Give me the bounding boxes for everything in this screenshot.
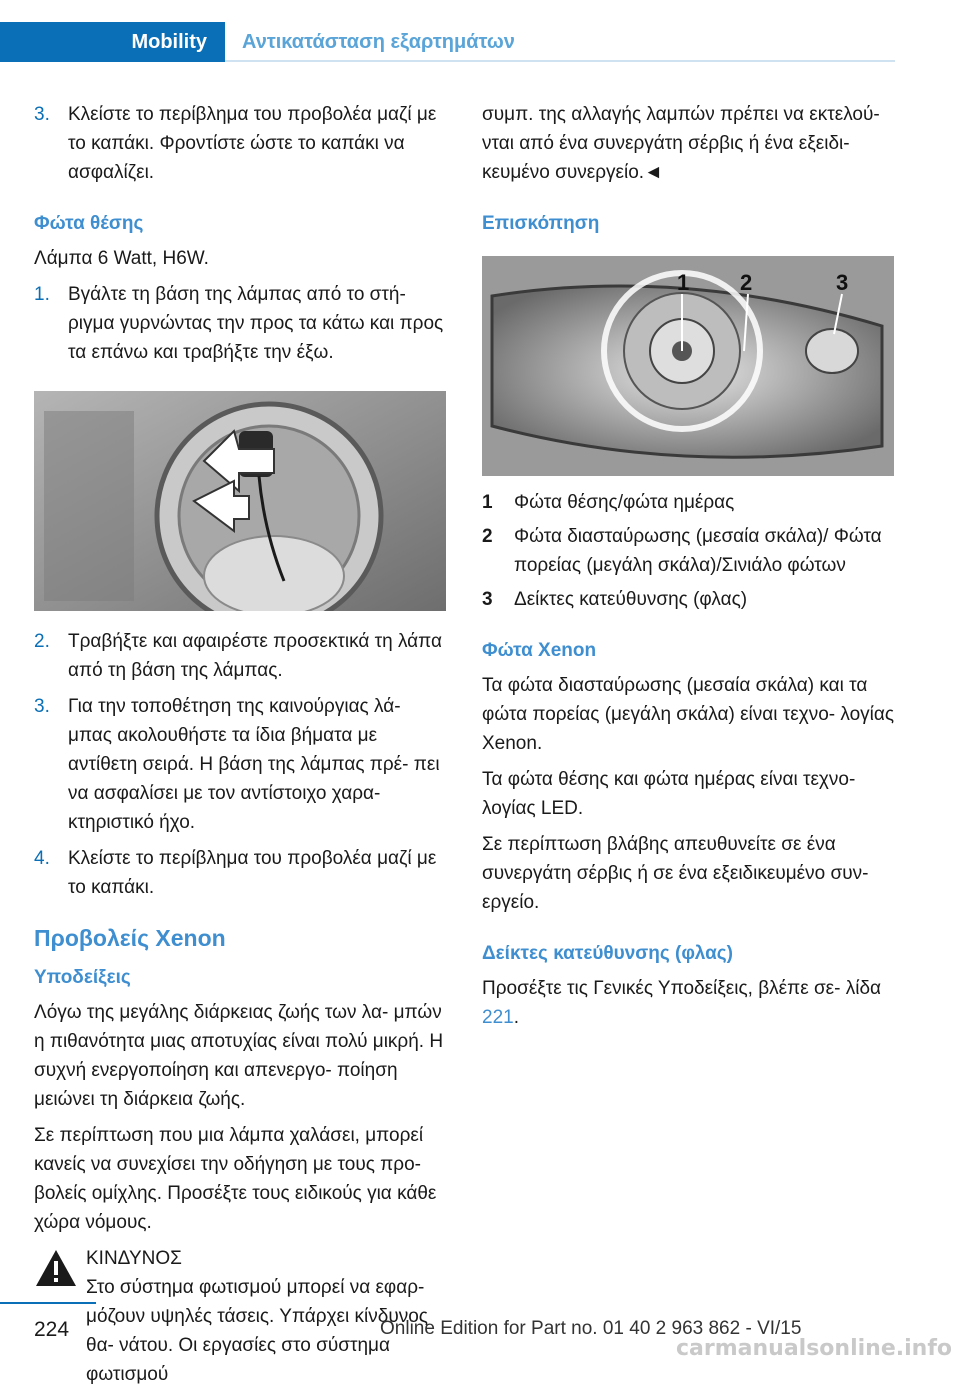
step-item [34, 692, 446, 837]
page-reference-link[interactable]: 221 [482, 1007, 514, 1028]
legend-text: Φώτα θέσης/φώτα ημέρας [514, 492, 735, 513]
step-number: 4. [34, 848, 50, 869]
step-item [34, 280, 446, 367]
indicators-paragraph [482, 974, 894, 1032]
step-number: 3. [34, 696, 50, 717]
legend-text: Φώτα διασταύρωσης (μεσαία σκάλα)/ Φώτα πορείας (μεγάλη σκάλα)/Σινιάλο φώτων [514, 526, 882, 576]
step-item [34, 844, 446, 902]
step-text: Τραβήξτε και αφαιρέστε προσεκτικά τη λάπα από τη βάση της λάμπας. [68, 631, 442, 681]
legend-number: 1 [482, 492, 493, 513]
step-number: 1. [34, 284, 50, 305]
indicators-text: Προσέξτε τις Γενικές Υποδείξεις, βλέπε σε‐ λίδα [482, 978, 882, 999]
legend-number: 2 [482, 526, 493, 547]
xenon-paragraph: Σε περίπτωση βλάβης απευθυνείτε σε ένα συνεργάτη σέρβις ή σε ένα εξειδικευμένο συν‐ εργείο. [482, 834, 869, 913]
header-rule [225, 60, 895, 62]
legend-list [482, 488, 894, 614]
callout-1: 1 [677, 270, 690, 295]
step-text: Βγάλτε τη βάση της λάμπας από το στή‐ ριγμα γυρνώντας την προς τα κάτω και προς τα επάνω και τραβήξτε την έξω. [68, 284, 444, 363]
step-number: 2. [34, 631, 50, 652]
left-column [34, 100, 446, 1396]
position-lights-lamp: Λάμπα 6 Watt, H6W. [34, 248, 209, 269]
callout-2: 2 [740, 270, 753, 295]
step-text: Για την τοποθέτηση της καινούργιας λά‐ μπας ακολουθήστε τα ίδια βήματα με αντίθετη σειρά. Η βάση της λάμπας πρέ‐ πει να ασφαλίσει με τον αντίστοιχο χαρα‐ κτηριστικό ήχο. [68, 696, 440, 833]
legend-item [482, 522, 894, 580]
notes-paragraph: Λόγω της μεγάλης διάρκειας ζωής των λα‐ μπών η πιθανότητα μιας αποτυχίας είναι πολύ μικρή. Η συχνή ενεργοποίηση και απενεργο‐ ποίηση μειώνει τη διάρκεια ζωής. [34, 1002, 444, 1110]
xenon-paragraph: Τα φώτα θέσης και φώτα ημέρας είναι τεχνο‐ λογίας LED. [482, 769, 856, 819]
callout-3: 3 [836, 270, 849, 295]
position-lights-heading: Φώτα θέσης [34, 213, 144, 234]
danger-warning [34, 1244, 446, 1273]
step-item [34, 100, 446, 187]
legend-text: Δείκτες κατεύθυνσης (φλας) [514, 589, 748, 610]
notes-paragraph: Σε περίπτωση που μια λάμπα χαλάσει, μπορεί κανείς να συνεχίσει την οδήγηση με τους προ‐ βολείς ομίχλης. Προσέξτε τους ειδικούς για κάθε χώρα νόμους. [34, 1125, 437, 1233]
legend-number: 3 [482, 589, 493, 610]
right-column [482, 100, 894, 1039]
indicators-end: . [513, 1007, 519, 1028]
step-item [34, 627, 446, 685]
xenon-lights-heading: Φώτα Xenon [482, 640, 597, 661]
headlight-overview-illustration [482, 256, 894, 476]
overview-heading: Επισκόπηση [482, 213, 600, 234]
edition-footer: Online Edition for Part no. 01 40 2 963 862 - VI/15 [380, 1318, 802, 1339]
page-header [0, 0, 960, 62]
indicators-heading: Δείκτες κατεύθυνσης (φλας) [482, 943, 733, 964]
header-chapter-title: Αντικατάσταση εξαρτημάτων [242, 31, 515, 53]
notes-heading: Υποδείξεις [34, 967, 131, 988]
watermark: carmanualsonline.info [676, 1336, 952, 1361]
danger-title: ΚΙΝΔΥΝΟΣ [86, 1248, 182, 1269]
step-text: Κλείστε το περίβλημα του προβολέα μαζί με το καπάκι. [68, 848, 437, 898]
xenon-paragraph: Τα φώτα διασταύρωσης (μεσαία σκάλα) και τα φώτα πορείας (μεγάλη σκάλα) είναι τεχνο‐ λογίας Xenon. [482, 675, 895, 754]
step-text: Κλείστε το περίβλημα του προβολέα μαζί με το καπάκι. Φροντίστε ώστε το καπάκι να ασφαλίζει. [68, 104, 437, 183]
xenon-section-heading: Προβολείς Xenon [34, 925, 226, 951]
legend-item [482, 585, 894, 614]
steps-list [34, 627, 446, 902]
legend-item [482, 488, 894, 517]
page-number: 224 [34, 1318, 70, 1341]
danger-text-content: Στο σύστημα φωτισμού μπορεί να εφαρ‐ μόζουν υψηλές τάσεις. Υπάρχει κίνδυνος θα‐ νάτου. Οι εργασίες στο σύστημα φωτισμού [86, 1277, 428, 1385]
step-number: 3. [34, 104, 50, 125]
warning-triangle-icon [34, 1248, 78, 1288]
header-section-label: Mobility [131, 31, 207, 53]
danger-continued: συμπ. της αλλαγής λαμπών πρέπει να εκτελού‐ νται από ένα συνεργάτη σέρβις ή ένα εξειδι‐ κευμένο συνεργείο.◄ [482, 104, 880, 183]
page-number-rule [0, 1302, 96, 1304]
lamp-removal-illustration [34, 391, 446, 611]
